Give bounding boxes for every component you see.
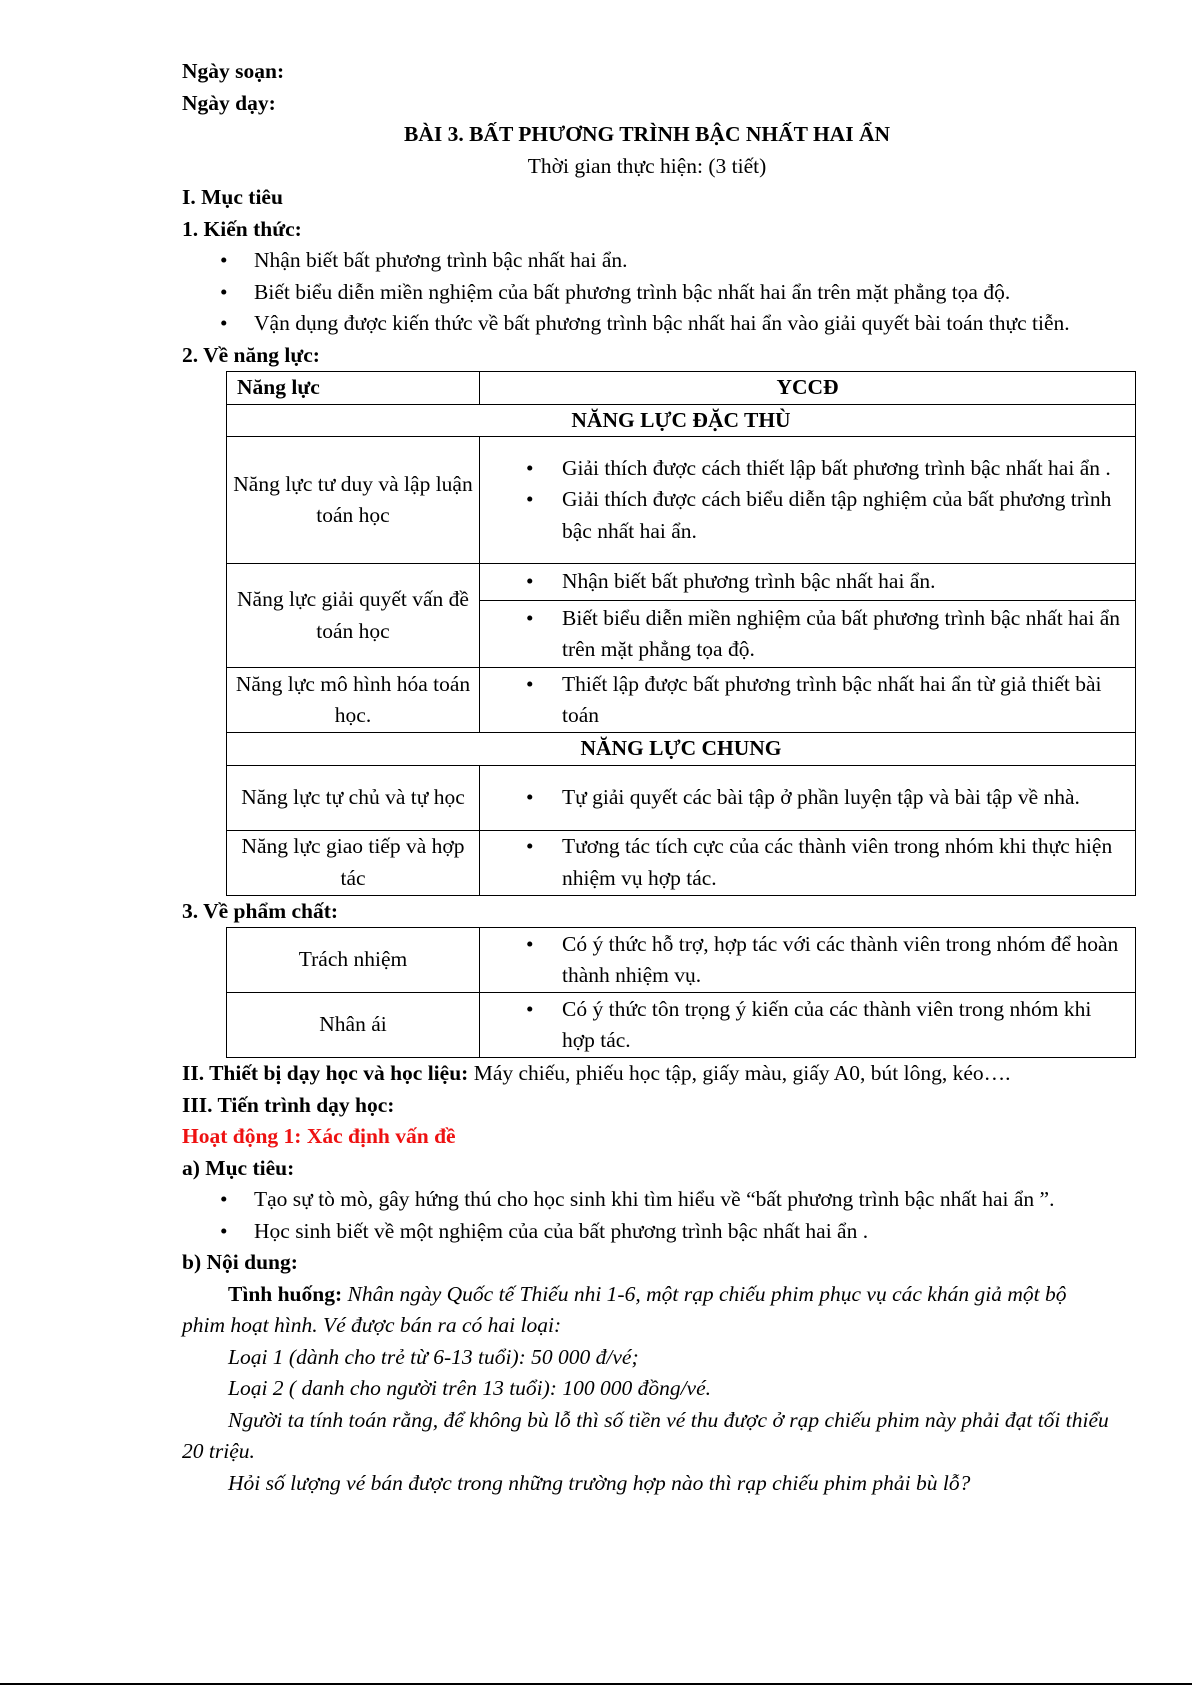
competence-table [226, 371, 1136, 896]
list-item: • Tự giải quyết các bài tập ở phần luyện tập và bài tập về nhà. [562, 782, 1129, 814]
requirement-cell [480, 765, 1136, 830]
table-row [227, 765, 1136, 830]
equipment-heading: II. Thiết bị dạy học và học liệu: [182, 1061, 469, 1085]
table-row [227, 830, 1136, 895]
list-item: • Tạo sự tò mò, gây hứng thú cho học sinh khi tìm hiểu về “bất phương trình bậc nhất hai ẩn ”. [254, 1184, 1094, 1216]
quality-cell [480, 993, 1136, 1058]
competence-name: Năng lực tư duy và lập luận toán học [227, 437, 480, 564]
calculation-paragraph: Người ta tính toán rằng, để không bù lỗ thì số tiền vé thu được ở rạp chiếu phim này phải đạt tối thiểu 20 triệu. [182, 1407, 1109, 1463]
question-paragraph: Hỏi số lượng vé bán được trong những trường hợp nào thì rạp chiếu phim phải bù lỗ? [228, 1470, 971, 1495]
activity-content-heading: b) Nội dung: [182, 1250, 298, 1274]
requirement-cell [480, 601, 1136, 668]
list-item: • Giải thích được cách biểu diễn tập nghiệm của bất phương trình bậc nhất hai ẩn. [562, 484, 1129, 547]
requirement-cell [480, 830, 1136, 895]
competence-heading: 2. Về năng lực: [182, 342, 320, 367]
list-item: • Tương tác tích cực của các thành viên trong nhóm khi thực hiện nhiệm vụ hợp tác. [562, 831, 1129, 894]
table-row [227, 993, 1136, 1058]
situation-label: Tình huống: [228, 1281, 343, 1306]
quality-cell [480, 928, 1136, 993]
competence-name: Năng lực tự chủ và tự học [227, 765, 480, 830]
teach-date-label: Ngày dạy: [182, 90, 276, 115]
activity-objective-heading: a) Mục tiêu: [182, 1155, 295, 1180]
list-item: • Nhận biết bất phương trình bậc nhất hai ẩn. [254, 245, 1094, 277]
list-item: • Nhận biết bất phương trình bậc nhất hai ẩn. [562, 566, 1129, 598]
list-item: • Biết biểu diễn miền nghiệm của bất phương trình bậc nhất hai ẩn trên mặt phẳng tọa độ. [254, 277, 1094, 309]
situation-text: Nhân ngày Quốc tế Thiếu nhi 1-6, một rạp chiếu phim phục vụ các khán giả một bộ phim hoạt hình. Vé được bán ra có hai loại: [182, 1281, 1067, 1337]
list-item: • Giải thích được cách thiết lập bất phương trình bậc nhất hai ẩn . [562, 453, 1129, 485]
list-item: • Vận dụng được kiến thức về bất phương trình bậc nhất hai ẩn vào giải quyết bài toán thực tiễn. [254, 308, 1094, 340]
table-section-row [227, 733, 1136, 766]
requirement-cell [480, 437, 1136, 564]
table-row [227, 668, 1136, 733]
quality-heading: 3. Về phẩm chất: [182, 898, 339, 923]
activity-1-heading: Hoạt động 1: Xác định vấn đề [182, 1124, 456, 1148]
prep-date-label: Ngày soạn: [182, 59, 285, 83]
lesson-duration: Thời gian thực hiện: (3 tiết) [527, 153, 767, 178]
equipment-paragraph [182, 1058, 1112, 1090]
column-header-competence: Năng lực [227, 372, 480, 405]
list-item: • Học sinh biết về một nghiệm của của bất phương trình bậc nhất hai ẩn . [254, 1216, 1094, 1248]
competence-name: Năng lực giao tiếp và hợp tác [227, 830, 480, 895]
competence-name: Năng lực giải quyết vấn đề toán học [227, 564, 480, 668]
table-section-row [227, 404, 1136, 437]
list-item: • Biết biểu diễn miền nghiệm của bất phương trình bậc nhất hai ẩn trên mặt phẳng tọa độ. [562, 603, 1129, 666]
competence-name: Năng lực mô hình hóa toán học. [227, 668, 480, 733]
section-special-competence: NĂNG LỰC ĐẶC THÙ [227, 404, 1136, 437]
process-heading: III. Tiến trình dạy học: [182, 1092, 395, 1117]
objectives-heading: I. Mục tiêu [182, 185, 283, 209]
requirement-cell [480, 564, 1136, 601]
activity-objective-list [182, 1184, 1094, 1247]
quality-name: Nhân ái [227, 993, 480, 1058]
list-item: • Có ý thức tôn trọng ý kiến của các thành viên trong nhóm khi hợp tác. [562, 994, 1129, 1057]
section-general-competence: NĂNG LỰC CHUNG [227, 733, 1136, 766]
requirement-cell [480, 668, 1136, 733]
equipment-text: Máy chiếu, phiếu học tập, giấy màu, giấy A0, bút lông, kéo…. [468, 1061, 1011, 1085]
column-header-requirement: YCCĐ [480, 372, 1136, 405]
quality-name: Trách nhiệm [227, 928, 480, 993]
list-item: • Có ý thức hỗ trợ, hợp tác với các thành viên trong nhóm để hoàn thành nhiệm vụ. [562, 929, 1129, 992]
knowledge-heading: 1. Kiến thức: [182, 216, 302, 241]
situation-paragraph [182, 1279, 1112, 1342]
table-header-row [227, 372, 1136, 405]
document-page [182, 56, 1120, 1499]
lesson-title: BÀI 3. BẤT PHƯƠNG TRÌNH BẬC NHẤT HAI ẨN [403, 122, 890, 146]
ticket-type-2: Loại 2 ( danh cho người trên 13 tuổi): 100 000 đồng/vé. [228, 1376, 712, 1400]
table-row [227, 437, 1136, 564]
table-row [227, 564, 1136, 601]
ticket-type-1: Loại 1 (dành cho trẻ từ 6-13 tuổi): 50 000 đ/vé; [228, 1344, 639, 1369]
knowledge-list [182, 245, 1094, 340]
table-row [227, 928, 1136, 993]
quality-table [226, 927, 1136, 1058]
list-item: • Thiết lập được bất phương trình bậc nhất hai ẩn từ giả thiết bài toán [562, 669, 1129, 732]
